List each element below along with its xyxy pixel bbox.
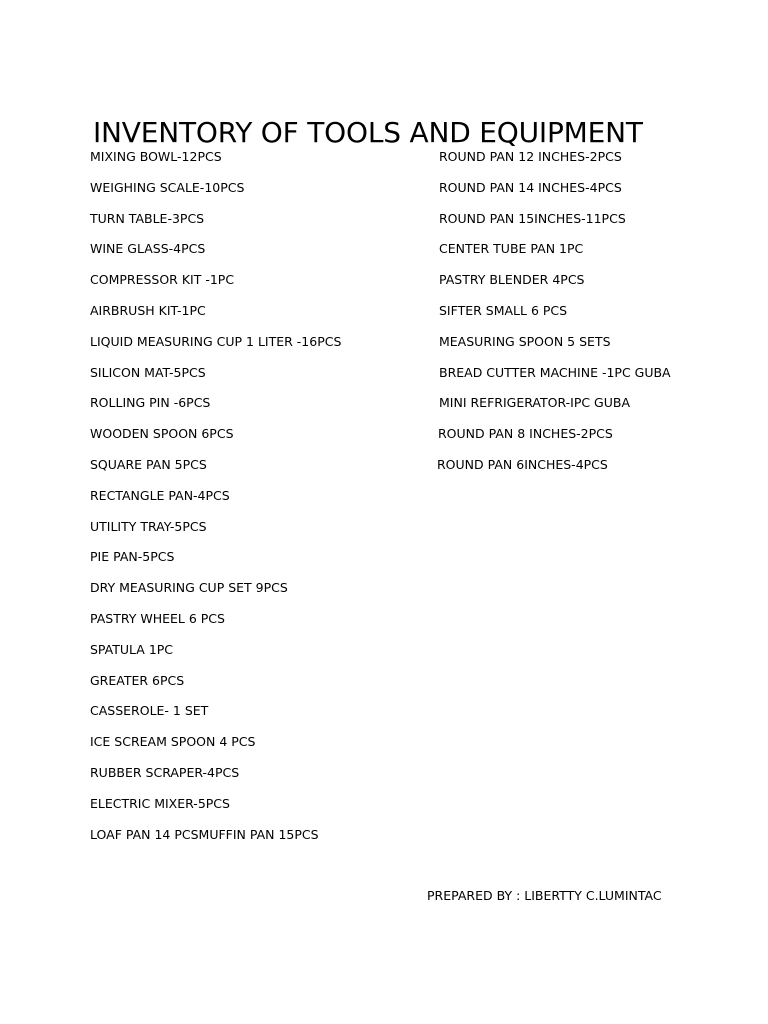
list-item: SIFTER SMALL 6 PCS bbox=[439, 302, 568, 318]
inventory-list-right bbox=[439, 146, 671, 485]
list-item: ROUND PAN 6INCHES-4PCS bbox=[437, 456, 608, 472]
list-item: CENTER TUBE PAN 1PC bbox=[439, 241, 584, 257]
inventory-list-left bbox=[90, 146, 341, 854]
list-item: SQUARE PAN 5PCS bbox=[90, 456, 207, 472]
list-item: MEASURING SPOON 5 SETS bbox=[439, 333, 611, 349]
list-item: PASTRY WHEEL 6 PCS bbox=[90, 610, 225, 626]
list-item: AIRBRUSH KIT-1PC bbox=[90, 302, 206, 318]
list-item: COMPRESSOR KIT -1PC bbox=[90, 272, 235, 288]
list-item: CASSEROLE- 1 SET bbox=[90, 703, 209, 719]
list-item: ICE SCREAM SPOON 4 PCS bbox=[90, 734, 256, 750]
list-item: DRY MEASURING CUP SET 9PCS bbox=[90, 580, 288, 596]
list-item: LOAF PAN 14 PCSMUFFIN PAN 15PCS bbox=[90, 826, 319, 842]
list-item: ROUND PAN 14 INCHES-4PCS bbox=[439, 179, 622, 195]
list-item: PASTRY BLENDER 4PCS bbox=[439, 272, 585, 288]
list-item: RECTANGLE PAN-4PCS bbox=[90, 487, 230, 503]
list-item: WOODEN SPOON 6PCS bbox=[90, 426, 234, 442]
list-item: BREAD CUTTER MACHINE -1PC GUBA bbox=[439, 364, 671, 380]
list-item: UTILITY TRAY-5PCS bbox=[90, 518, 207, 534]
list-item: SPATULA 1PC bbox=[90, 641, 174, 657]
list-item: PIE PAN-5PCS bbox=[90, 549, 175, 565]
list-item: MINI REFRIGERATOR-IPC GUBA bbox=[439, 395, 631, 411]
list-item: ROUND PAN 15INCHES-11PCS bbox=[439, 210, 626, 226]
list-item: ROLLING PIN -6PCS bbox=[90, 395, 211, 411]
list-item: ROUND PAN 8 INCHES-2PCS bbox=[438, 426, 613, 442]
document-title: INVENTORY OF TOOLS AND EQUIPMENT bbox=[93, 115, 643, 149]
list-item: GREATER 6PCS bbox=[90, 672, 185, 688]
list-item: WEIGHING SCALE-10PCS bbox=[90, 179, 245, 195]
list-item: WINE GLASS-4PCS bbox=[90, 241, 206, 257]
list-item: MIXING BOWL-12PCS bbox=[90, 149, 222, 164]
list-item: RUBBER SCRAPER-4PCS bbox=[90, 764, 240, 780]
list-item: ROUND PAN 12 INCHES-2PCS bbox=[439, 149, 622, 164]
list-item: SILICON MAT-5PCS bbox=[90, 364, 206, 380]
list-item: TURN TABLE-3PCS bbox=[90, 210, 205, 226]
list-item: LIQUID MEASURING CUP 1 LITER -16PCS bbox=[90, 333, 342, 349]
prepared-by: PREPARED BY : LIBERTTY C.LUMINTAC bbox=[427, 888, 662, 903]
list-item: ELECTRIC MIXER-5PCS bbox=[90, 795, 230, 811]
